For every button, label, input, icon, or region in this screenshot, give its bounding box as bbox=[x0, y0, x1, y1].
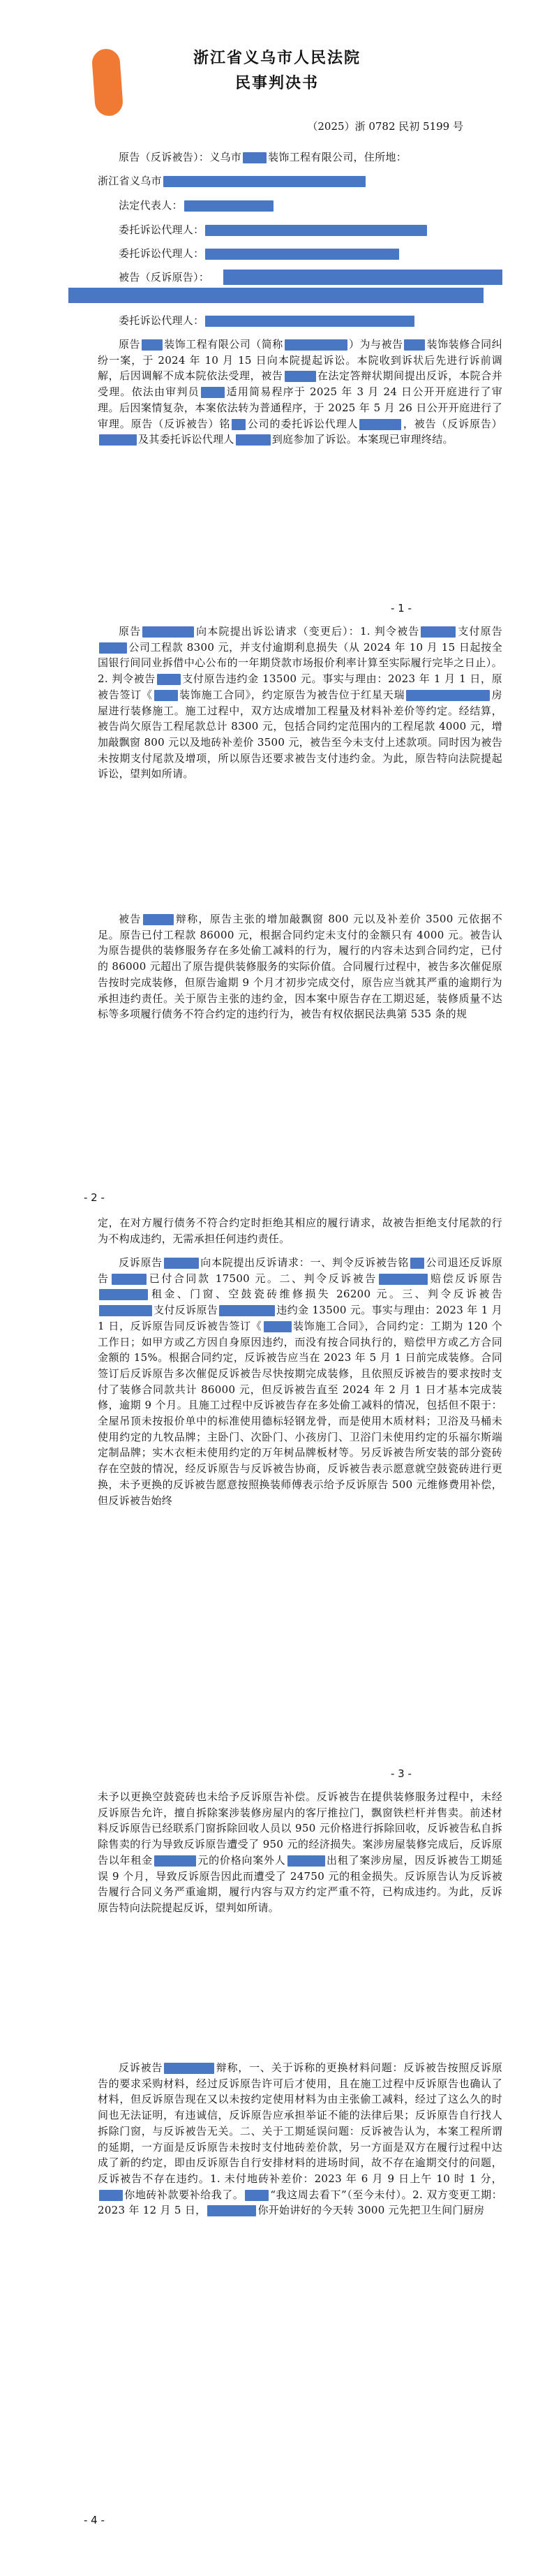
redaction-bar bbox=[232, 419, 246, 430]
court-name: 浙江省义乌市人民法院 bbox=[193, 49, 361, 67]
redaction-bar bbox=[236, 434, 271, 446]
redaction-bar bbox=[99, 434, 137, 446]
redaction-bar bbox=[243, 152, 267, 163]
redaction-bar bbox=[201, 387, 225, 398]
agent3-line bbox=[119, 313, 416, 328]
redaction-bar bbox=[164, 1258, 199, 1269]
redaction-bar bbox=[154, 1855, 196, 1867]
legal-rep-label: 法定代表人： bbox=[119, 199, 183, 212]
redaction-bar bbox=[205, 225, 427, 236]
redaction-bar bbox=[143, 914, 174, 925]
redaction-bar bbox=[99, 1305, 152, 1316]
redaction-bar bbox=[142, 626, 194, 638]
redaction-bar bbox=[245, 2190, 269, 2201]
plaintiff-line bbox=[119, 149, 407, 165]
page-number: - 1 - bbox=[391, 602, 412, 614]
paragraph-defense-continued: 定，在对方履行债务不符合约定时拒绝其相应的履行请求，故被告拒绝支付尾款的行为不构成违约，无需承担任何违约责任。 bbox=[98, 1216, 502, 1245]
redaction-bar bbox=[205, 316, 414, 327]
agent1-line bbox=[119, 222, 428, 237]
redaction-bar bbox=[264, 1321, 292, 1332]
redaction-bar bbox=[410, 1258, 424, 1269]
plaintiff-label: 原告（反诉被告）：义乌市 bbox=[119, 151, 242, 163]
paragraph-plaintiff-claims: 原告 向本院提出诉讼请求（变更后）：1. 判令被告 支付原告公司工程款 8300 元，并支付逾期利息损失（从 2024 年 10 月 15 日起按全国银行间同业拆借中心公布的一年期贷款市场报价利率计算至实际履行完毕之日止）。2. 判令被告 支付原告违约金 13500 元。事实与理由：2023 年 1 月 1 日，原被告签订《 装饰施工合同》，约定原告为被告位于红星天瑞 房屋进行装修施工。施工过程中，双方达成增加工程量及材料补差价等约定。经结算，被告尚欠原告工程尾款总计 8300 元，包括合同约定范围内的工程尾款 4000 元，增加敲飘窗 800 元以及地砖补差价 3500 元，被告至今未支付上述款项。同时因为被告未按期支付尾款及增项，所以原告还要求被告支付违约金。为此，原告特向法院提起诉讼，望判如所请。 bbox=[98, 625, 502, 781]
redaction-bar bbox=[421, 626, 456, 638]
legal-rep-line bbox=[119, 198, 275, 213]
agent2-label: 委托诉讼代理人： bbox=[119, 247, 204, 260]
defendant-line bbox=[119, 270, 209, 285]
paragraph-defense: 被告 辩称，原告主张的增加敲飘窗 800 元以及补差价 3500 元依据不足。原告已付工程款 86000 元，根据合同约定未支付的金额只有 4000 元。被告认为原告提供的装修服务存在多处偷工减料的行为，履行的内容未达到合同约定，已付的 86000 元超出了原告提供装修服务的实际价值。合同履行过程中，被告多次催促原告按时完成装修，但原告逾期 9 个月才初步完成交付，原告应当就其严重的逾期行为承担违约责任。关于原告主张的违约金，因本案中原告存在工期迟延，装修质量不达标等多项履行债务不符合约定的违约行为，被告有权依据民法典第 535 条的规 bbox=[98, 913, 502, 1021]
page-number: - 3 - bbox=[391, 1767, 412, 1780]
redaction-bar bbox=[68, 288, 484, 303]
address-prefix: 浙江省义乌市 bbox=[98, 175, 162, 187]
paragraph-counterclaim: 反诉原告 向本院提出反诉请求：一、判令反诉被告铭 公司退还反诉原告 已付合同款 17500 元。二、判令反诉被告 赔偿反诉原告租金、门窗、空鼓瓷砖维修损失 26200 元。三、判令反诉被告支付反诉原告 违约金 13500 元。事实与理由：2023 年 1 月 1 日，反诉原告同反诉被告签订《 装饰施工合同》，合同约定：工期为 120 个工作日；如甲方或乙方因自身原因违约，而没有按合同执行的，赔偿甲方或乙方合同金额的 15%。根据合同约定，反诉被告应当在 2023 年 5 月 1 日前完成装修。合同签订后反诉原告多次催促反诉被告尽快按期完成装修，且依照反诉被告的要求按时支付了装修合同款共计 86000 元，但反诉被告直至 2024 年 2 月 1 日才基本完成装修，逾期 9 个月。且施工过程中反诉被告存在多处偷工减料的情况，包括但不限于：全屋吊顶未按报价单中的标准使用德标轻钢龙骨，而是使用木质材料；卫浴及马桶未使用约定的九牧品牌；主卧门、次卧门、小孩房门、卫浴门未使用约定的乐福尔斯端定制品牌；实木衣柜未使用约定的万年树品牌板材等。另反诉被告所安装的部分瓷砖存在空鼓的情况，经反诉原告与反诉被告协商，反诉被告表示愿意就空鼓瓷砖进行更换，未予更换的反诉被告愿意按照换装师傅表示给予反诉原告 500 元维修费用补偿，但反诉被告始终 bbox=[98, 1256, 503, 1507]
redaction-bar bbox=[99, 2190, 123, 2201]
paragraph-case-intro: 原告 装饰工程有限公司（简称 ）为与被告 装饰装修合同纠纷一案，于 2024 年 10 月 15 日向本院提起诉讼。本院收到诉状后先进行诉前调解，后因调解不成本院依法受理，被告 在法定答辩状期间提出反诉，本院合并受理。依法由审判员 适用简易程序于 2025 年 3 月 24 日公开开庭进行了审理。后因案情复杂，本案依法转为普通程序，于 2025 年 5 月 26 日公开开庭进行了审理。原告（反诉被告）铭 公司的委托诉讼代理人 ，被告（反诉原告）及其委托诉讼代理人 到庭参加了诉讼。本案现已审理终结。 bbox=[98, 338, 503, 446]
redaction-bar bbox=[285, 371, 316, 382]
redaction-bar bbox=[207, 2205, 256, 2216]
redaction-bar bbox=[112, 1274, 147, 1285]
paragraph-counterclaim-defense: 反诉被告 辩称，一、关于诉称的更换材料问题：反诉被告按照反诉原告的要求采购材料，经过反诉原告许可后才使用，且在施工过程中反诉原告也确认了材料，但反诉原告现在又以未按约定使用材料为由主张偷工减料，经过了这么久的时间也无法证明，有违诚信，反诉原告应承担举证不能的法律后果；反诉原告自行找人拆除门窗，与反诉被告无关。二、关于工期延误问题：反诉被告认为，本案工程所谓的延期，一方面是反诉原告未按时支付地砖差价款，另一方面是双方在履行过程中达成了新的约定，即由反诉原告自行安排材料的进场时间，故不存在逾期交付的问题，反诉被告不存在违约。1. 未付地砖补差价：2023 年 6 月 9 日上午 10 时 1 分，你地砖补款要补给我了。 “我这周去看下”（至今未付）。2. 双方变更工期：2023 年 12 月 5 日， 你开始讲好的今天转 3000 元先把卫生间门厨房 bbox=[98, 2061, 502, 2217]
defendant-label: 被告（反诉原告）： bbox=[119, 271, 210, 284]
redaction-bar bbox=[164, 2063, 214, 2074]
address-line bbox=[98, 173, 367, 189]
page-number: - 2 - bbox=[84, 1191, 105, 1204]
redaction-bar bbox=[285, 339, 347, 351]
redaction-bar bbox=[404, 339, 425, 351]
case-number: （2025）浙 0782 民初 5199 号 bbox=[307, 120, 463, 133]
agent3-label: 委托诉讼代理人： bbox=[119, 314, 204, 327]
redaction-bar bbox=[223, 270, 502, 285]
plaintiff-suffix: 装饰工程有限公司，住所地： bbox=[268, 151, 407, 163]
redaction-bar bbox=[154, 690, 178, 701]
redaction-bar bbox=[142, 339, 163, 351]
redaction-bar bbox=[184, 200, 274, 212]
redaction-bar bbox=[205, 249, 399, 260]
redaction-bar bbox=[163, 176, 366, 187]
redaction-bar bbox=[157, 674, 181, 685]
redaction-bar bbox=[99, 1289, 148, 1300]
redaction-bar bbox=[359, 419, 401, 430]
page-number: - 4 - bbox=[84, 2514, 105, 2526]
document-type: 民事判决书 bbox=[234, 74, 319, 92]
agent1-label: 委托诉讼代理人： bbox=[119, 223, 204, 236]
agent2-line bbox=[119, 246, 400, 261]
paragraph-counterclaim-continued: 未予以更换空鼓瓷砖也未给予反诉原告补偿。反诉被告在提供装修服务过程中，未经反诉原告允许，擅自拆除案涉装修房屋内的客厅推拉门，飘窗铁栏杆并售卖。前述材料反诉原告已经联系门窗拆除回收人员以 950 元价格进行拆除回收，反诉被告私自拆除售卖的行为导致反诉原告遭受了 950 元的经济损失。案涉房屋装修完成后，反诉原告以年租金 元的价格向案外人 出租了案涉房屋，因反诉被告工期延误 9 个月，导致反诉原告因此而遭受了 24750 元的租金损失。反诉原告认为反诉被告履行合同义务严重逾期，履行内容与双方约定严重不符，已构成违约。为此，反诉原告特向法院提起反诉，望判如所请。 bbox=[98, 1790, 502, 1914]
redaction-bar bbox=[406, 690, 490, 701]
redaction-bar bbox=[99, 642, 127, 654]
redaction-bar bbox=[219, 1305, 275, 1316]
redaction-bar bbox=[287, 1855, 325, 1867]
redaction-bar bbox=[379, 1274, 428, 1285]
